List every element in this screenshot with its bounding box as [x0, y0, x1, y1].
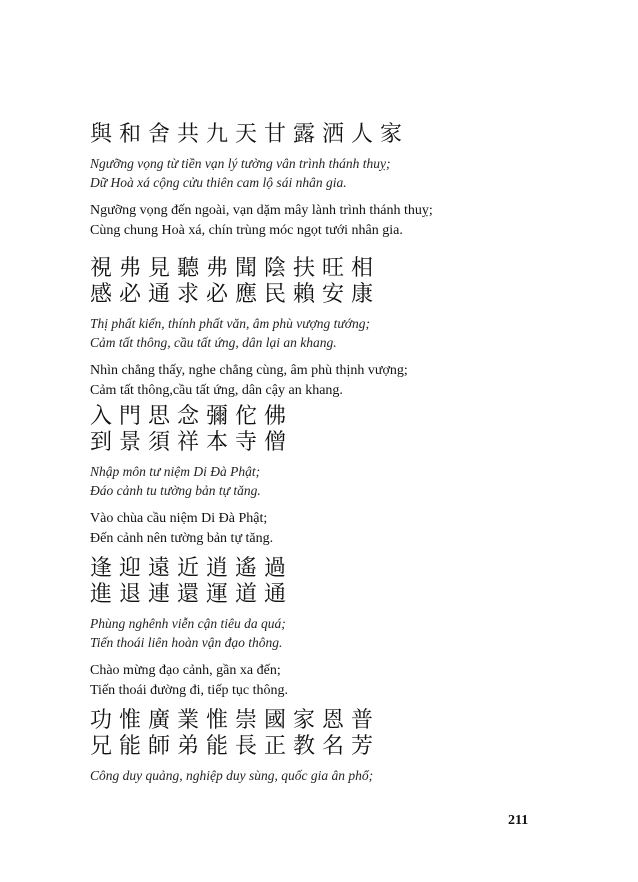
transliteration-line: Phùng nghênh viễn cận tiêu da quá; — [90, 616, 286, 631]
verse-section-3 — [90, 404, 550, 549]
vietnamese-line: Cảm tất thông,cầu tất ứng, dân cậy an khang. — [90, 383, 343, 398]
transliteration-line: Đáo cảnh tu tường bản tự tăng. — [90, 483, 261, 498]
han-line: 功惟廣業惟崇國家恩普 — [90, 708, 381, 733]
transliteration-line: Thị phất kiến, thính phất văn, âm phù vượng tướng; — [90, 316, 370, 331]
han-line: 進退連還運道通 — [90, 582, 294, 607]
transliteration-line: Công duy quảng, nghiệp duy sùng, quốc gia ân phổ; — [90, 768, 374, 783]
vietnamese-line: Vào chùa cầu niệm Di Đà Phật; — [90, 511, 268, 526]
page-number: 211 — [508, 813, 529, 828]
verse-section-5 — [90, 708, 550, 785]
vietnamese-line: Tiến thoái đường đi, tiếp tục thông. — [90, 683, 289, 698]
han-line: 兄能師弟能長正教名芳 — [90, 734, 381, 759]
verse-section-4 — [90, 556, 550, 701]
vietnamese-line: Ngưỡng vọng đến ngoài, vạn dặm mây lành trình thánh thuỵ; — [90, 203, 433, 218]
transliteration-line: Cảm tất thông, cầu tất ứng, dân lại an khang. — [90, 335, 337, 350]
vietnamese-line: Chào mừng đạo cảnh, gần xa đến; — [90, 663, 281, 678]
han-line: 與和舍共九天甘露洒人家 — [90, 122, 410, 147]
transliteration-line: Dữ Hoà xá cộng cửu thiên cam lộ sái nhân gia. — [90, 175, 347, 190]
han-line: 入門思念彌佗佛 — [90, 404, 294, 429]
transliteration-line: Nhập môn tư niệm Di Đà Phật; — [90, 464, 261, 479]
han-line: 逢迎遠近逍遙過 — [90, 556, 294, 581]
han-line: 感必通求必應民賴安康 — [90, 282, 381, 307]
verse-section-1 — [90, 122, 550, 241]
han-line: 視弗見聽弗聞陰扶旺相 — [90, 256, 381, 281]
vietnamese-line: Nhìn chẳng thấy, nghe chẳng cùng, âm phù thịnh vượng; — [90, 363, 408, 378]
transliteration-line: Ngưỡng vọng từ tiền vạn lý tường vân trình thánh thuỵ; — [90, 156, 391, 171]
vietnamese-line: Cùng chung Hoà xá, chín trùng móc ngọt tưới nhân gia. — [90, 223, 403, 238]
han-line: 到景須祥本寺僧 — [90, 430, 294, 455]
verse-section-2 — [90, 256, 550, 401]
vietnamese-line: Đến cảnh nên tường bản tự tăng. — [90, 531, 274, 546]
transliteration-line: Tiến thoái liên hoàn vận đạo thông. — [90, 635, 283, 650]
